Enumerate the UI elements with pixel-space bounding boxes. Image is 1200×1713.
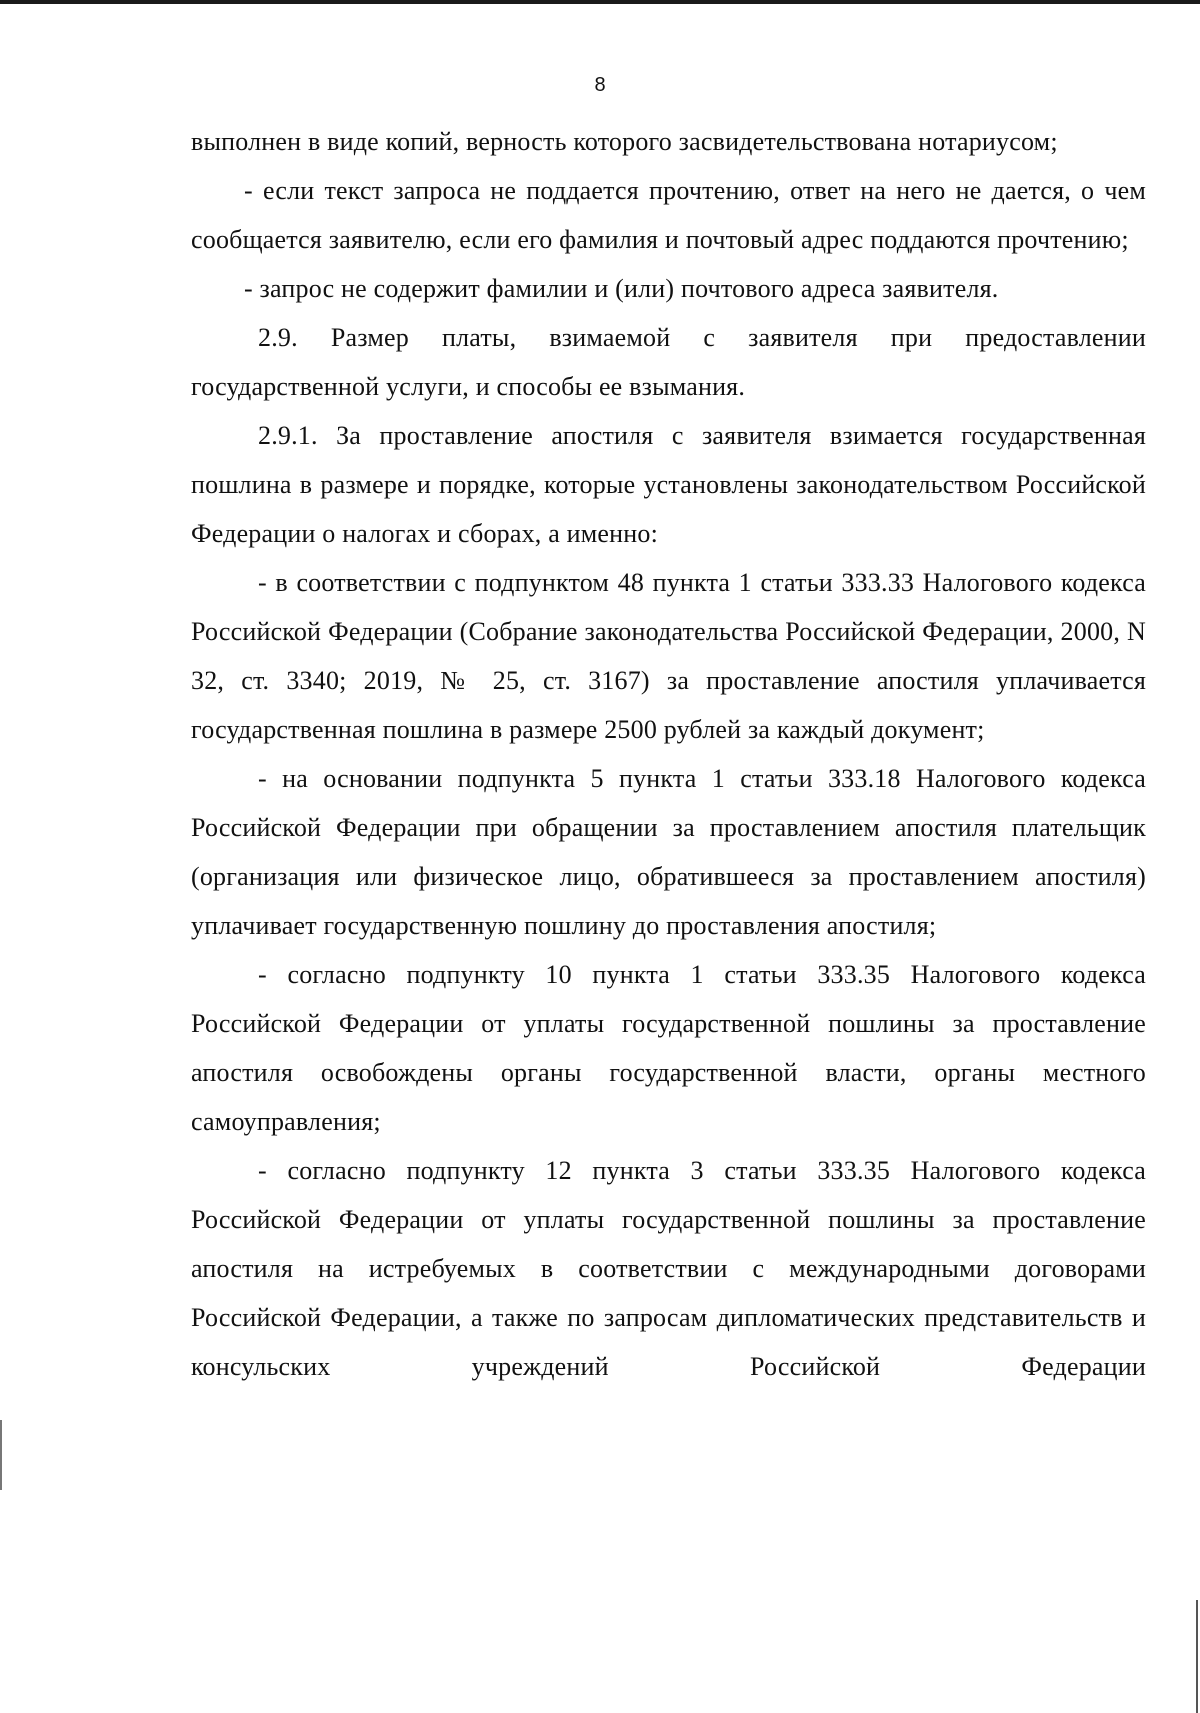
page-number: 8 — [594, 74, 606, 96]
document-body — [191, 117, 1146, 1391]
paragraph-section-2-9-1: 2.9.1. За проставление апостиля с заявителя взимается государственная пошлина в размере и порядке, которые установлены законодательством Российской Федерации о налогах и сборах, а именно: — [191, 421, 1146, 548]
paragraph-unreadable-request: - если текст запроса не поддается прочтению, ответ на него не дается, о чем сообщается заявителю, если его фамилия и почтовый адрес поддаются прочтению; — [191, 176, 1146, 254]
paragraph-missing-name-address: - запрос не содержит фамилии и (или) почтового адреса заявителя. — [244, 274, 999, 303]
scan-edge-right — [1196, 1600, 1198, 1713]
paragraph-notarized-copies: выполнен в виде копий, верность которого засвидетельствована нотариусом; — [191, 127, 1058, 156]
scan-edge-left — [0, 1420, 2, 1490]
paragraph-article-333-18: - на основании подпункта 5 пункта 1 статьи 333.18 Налогового кодекса Российской Федерации при обращении за проставлением апостиля плательщик (организация или физическое лицо, обратившееся за проставлением апостиля) уплачивает государственную пошлину до проставления апостиля; — [191, 764, 1146, 940]
paragraph-section-2-9: 2.9. Размер платы, взимаемой с заявителя при предоставлении государственной услуги, и способы ее взымания. — [191, 323, 1146, 401]
scan-edge-top — [0, 0, 1200, 4]
paragraph-article-333-33: - в соответствии с подпунктом 48 пункта 1 статьи 333.33 Налогового кодекса Российской Федерации (Собрание законодательства Российской Федерации, 2000, N 32, ст. 3340; 2019, № 25, ст. 3167) за проставление апостиля уплачивается государственная пошлина в размере 2500 рублей за каждый документ; — [191, 568, 1146, 744]
paragraph-article-333-35-p12: - согласно подпункту 12 пункта 3 статьи 333.35 Налогового кодекса Российской Федерации от уплаты государственной пошлины за проставление апостиля на истребуемых в соответствии с международными договорами Российской Федерации, а также по запросам дипломатических представительств и консульских учреждений Российской Федерации — [191, 1156, 1146, 1381]
paragraph-article-333-35-p10: - согласно подпункту 10 пункта 1 статьи 333.35 Налогового кодекса Российской Федерации от уплаты государственной пошлины за проставление апостиля освобождены органы государственной власти, органы местного самоуправления; — [191, 960, 1146, 1136]
